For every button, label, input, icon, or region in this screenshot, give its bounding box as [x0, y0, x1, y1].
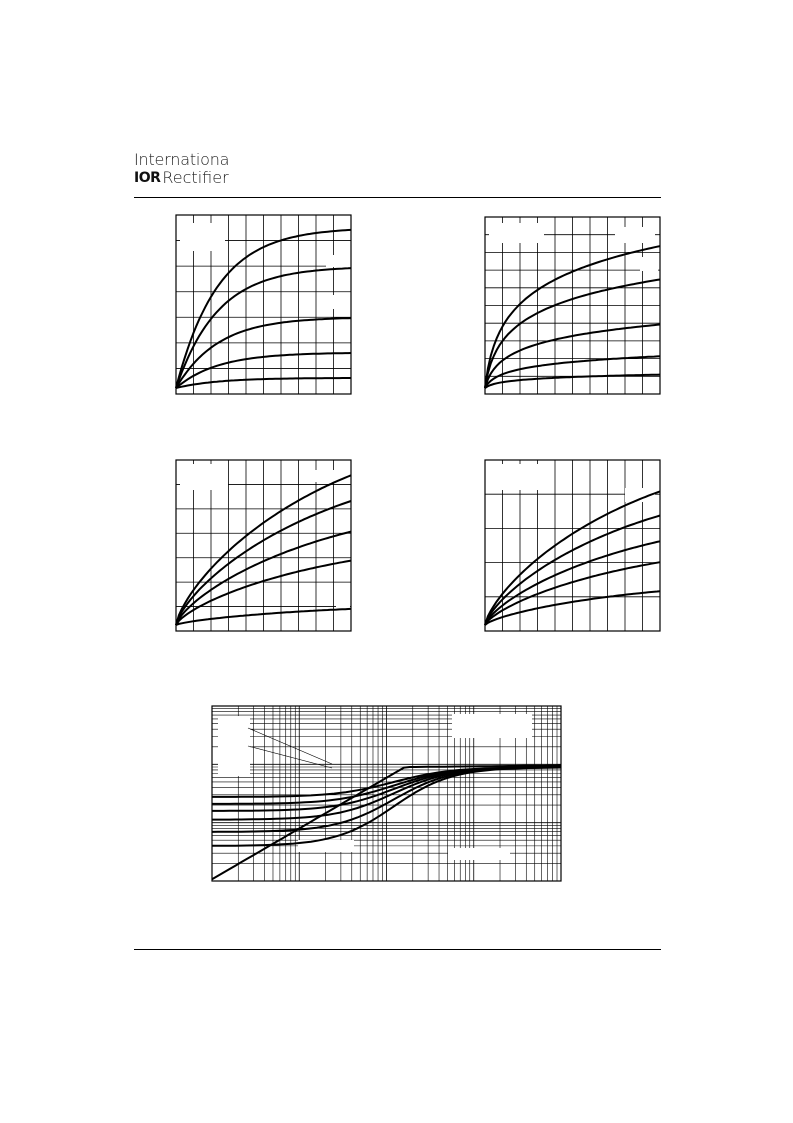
label-area	[326, 295, 351, 309]
guide-line	[248, 728, 332, 764]
label-area	[448, 848, 510, 860]
label-area	[314, 470, 348, 482]
chart-fig1	[176, 215, 351, 394]
header-rule	[134, 197, 661, 198]
chart-fig3	[176, 460, 351, 631]
brand-name-line1: Internationa	[134, 150, 230, 169]
label-area	[489, 223, 544, 243]
label-area	[615, 227, 655, 243]
label-area	[491, 464, 541, 490]
chart-fig4	[485, 460, 660, 631]
footer-rule	[134, 949, 661, 950]
brand-name-line2: Rectifier	[162, 168, 229, 187]
chart-fig2	[485, 217, 660, 394]
label-area	[180, 464, 228, 490]
label-area	[180, 223, 225, 251]
label-area	[452, 714, 532, 738]
label-area	[218, 716, 250, 776]
company-logo	[134, 152, 229, 186]
ior-logo-mark: IOR	[134, 170, 161, 186]
label-area	[640, 257, 658, 271]
label-area	[326, 255, 351, 267]
chart-fig5	[212, 706, 561, 881]
